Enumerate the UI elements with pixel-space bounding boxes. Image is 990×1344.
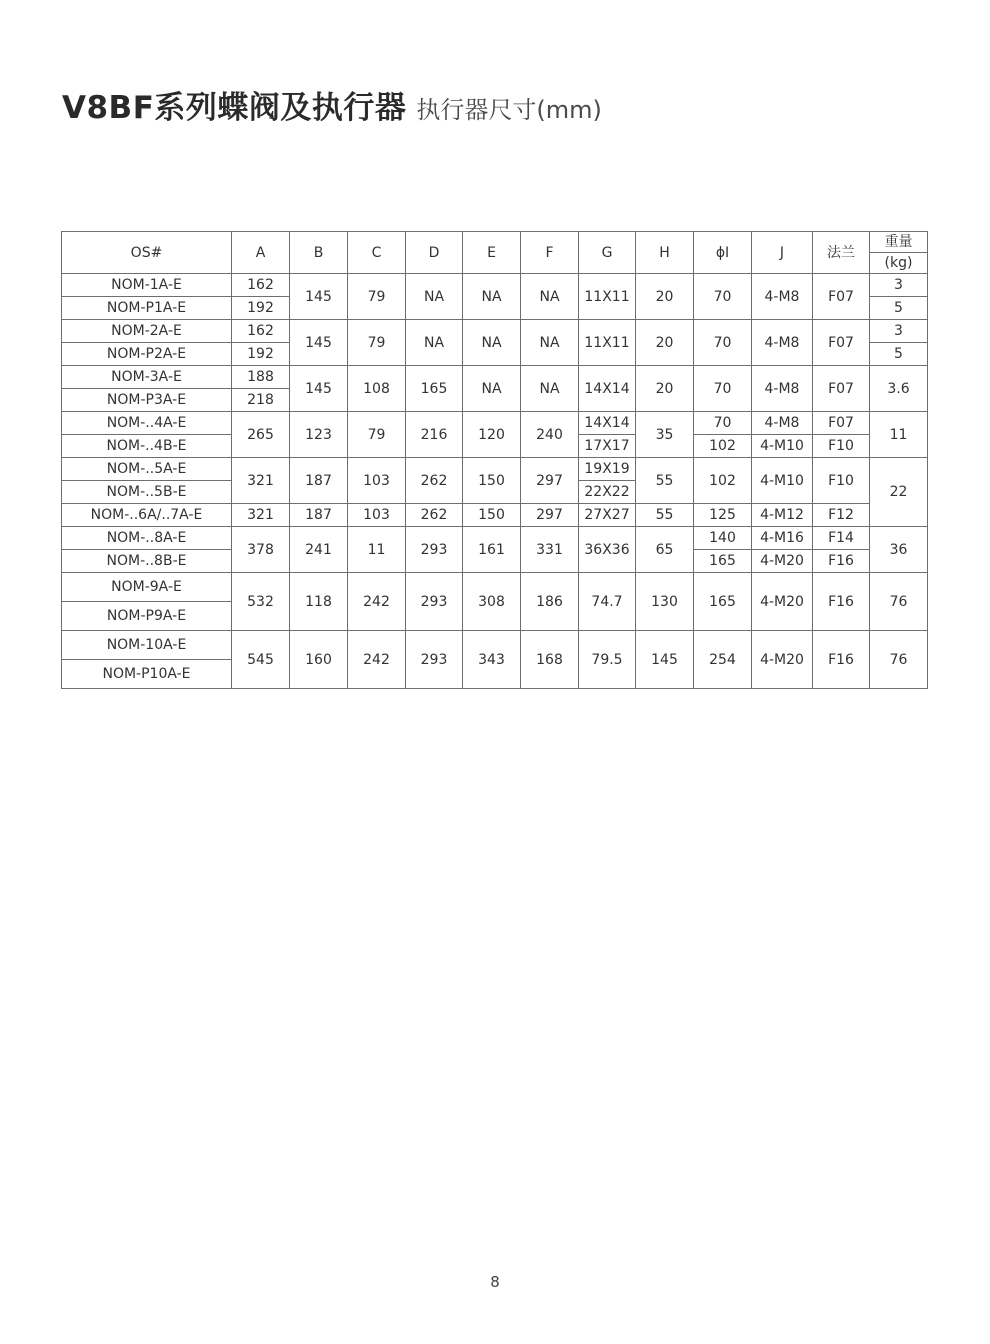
header-phi: ϕI bbox=[694, 232, 752, 274]
page-title-main: V8BF系列蝶阀及执行器 bbox=[62, 90, 407, 126]
cell-os: NOM-2A-E bbox=[62, 320, 232, 343]
cell-b: 145 bbox=[290, 366, 348, 412]
table-header-row bbox=[62, 232, 928, 253]
cell-f: 168 bbox=[521, 631, 579, 689]
cell-os: NOM-..6A/..7A-E bbox=[62, 504, 232, 527]
cell-j: 4-M10 bbox=[752, 458, 813, 504]
cell-b: 145 bbox=[290, 274, 348, 320]
cell-phi: 102 bbox=[694, 458, 752, 504]
cell-os: NOM-10A-E bbox=[62, 631, 232, 660]
cell-f: 240 bbox=[521, 412, 579, 458]
header-weight: 重量 bbox=[870, 232, 928, 253]
cell-phi: 70 bbox=[694, 366, 752, 412]
cell-phi: 165 bbox=[694, 550, 752, 573]
cell-h: 55 bbox=[636, 504, 694, 527]
cell-h: 35 bbox=[636, 412, 694, 458]
cell-phi: 254 bbox=[694, 631, 752, 689]
cell-weight: 22 bbox=[870, 458, 928, 527]
cell-os: NOM-..8B-E bbox=[62, 550, 232, 573]
page-title bbox=[62, 82, 602, 127]
cell-os: NOM-1A-E bbox=[62, 274, 232, 297]
cell-b: 123 bbox=[290, 412, 348, 458]
cell-h: 20 bbox=[636, 320, 694, 366]
table-row bbox=[62, 412, 928, 435]
cell-os: NOM-P2A-E bbox=[62, 343, 232, 366]
cell-g: 74.7 bbox=[579, 573, 636, 631]
cell-weight: 36 bbox=[870, 527, 928, 573]
table-row bbox=[62, 320, 928, 343]
cell-weight: 3.6 bbox=[870, 366, 928, 412]
cell-a: 321 bbox=[232, 458, 290, 504]
cell-e: 150 bbox=[463, 458, 521, 504]
cell-j: 4-M8 bbox=[752, 274, 813, 320]
cell-a: 192 bbox=[232, 297, 290, 320]
cell-a: 265 bbox=[232, 412, 290, 458]
cell-b: 160 bbox=[290, 631, 348, 689]
cell-h: 145 bbox=[636, 631, 694, 689]
actuator-dimension-table bbox=[61, 231, 928, 689]
cell-phi: 102 bbox=[694, 435, 752, 458]
cell-g: 36X36 bbox=[579, 527, 636, 573]
cell-j: 4-M20 bbox=[752, 573, 813, 631]
cell-weight: 76 bbox=[870, 573, 928, 631]
cell-f: 297 bbox=[521, 504, 579, 527]
cell-a: 162 bbox=[232, 274, 290, 297]
cell-g: 79.5 bbox=[579, 631, 636, 689]
cell-g: 17X17 bbox=[579, 435, 636, 458]
cell-a: 321 bbox=[232, 504, 290, 527]
cell-weight: 11 bbox=[870, 412, 928, 458]
cell-g: 22X22 bbox=[579, 481, 636, 504]
header-c: C bbox=[348, 232, 406, 274]
cell-b: 118 bbox=[290, 573, 348, 631]
cell-d: 293 bbox=[406, 573, 463, 631]
cell-g: 14X14 bbox=[579, 412, 636, 435]
table-row bbox=[62, 631, 928, 660]
cell-c: 108 bbox=[348, 366, 406, 412]
cell-phi: 70 bbox=[694, 274, 752, 320]
cell-e: 161 bbox=[463, 527, 521, 573]
cell-h: 130 bbox=[636, 573, 694, 631]
cell-j: 4-M8 bbox=[752, 412, 813, 435]
cell-flange: F10 bbox=[813, 458, 870, 504]
cell-phi: 125 bbox=[694, 504, 752, 527]
cell-g: 11X11 bbox=[579, 320, 636, 366]
cell-e: NA bbox=[463, 366, 521, 412]
table-row bbox=[62, 504, 928, 527]
cell-c: 103 bbox=[348, 458, 406, 504]
header-j: J bbox=[752, 232, 813, 274]
cell-g: 14X14 bbox=[579, 366, 636, 412]
header-h: H bbox=[636, 232, 694, 274]
cell-os: NOM-3A-E bbox=[62, 366, 232, 389]
cell-c: 242 bbox=[348, 631, 406, 689]
cell-flange: F12 bbox=[813, 504, 870, 527]
cell-os: NOM-..4B-E bbox=[62, 435, 232, 458]
cell-j: 4-M12 bbox=[752, 504, 813, 527]
cell-flange: F07 bbox=[813, 320, 870, 366]
cell-b: 187 bbox=[290, 458, 348, 504]
cell-a: 532 bbox=[232, 573, 290, 631]
cell-a: 188 bbox=[232, 366, 290, 389]
cell-c: 242 bbox=[348, 573, 406, 631]
cell-flange: F16 bbox=[813, 550, 870, 573]
cell-a: 218 bbox=[232, 389, 290, 412]
cell-d: 165 bbox=[406, 366, 463, 412]
cell-d: NA bbox=[406, 274, 463, 320]
cell-d: 262 bbox=[406, 458, 463, 504]
cell-c: 79 bbox=[348, 320, 406, 366]
cell-flange: F07 bbox=[813, 412, 870, 435]
cell-c: 11 bbox=[348, 527, 406, 573]
header-a: A bbox=[232, 232, 290, 274]
header-d: D bbox=[406, 232, 463, 274]
cell-phi: 70 bbox=[694, 412, 752, 435]
header-f: F bbox=[521, 232, 579, 274]
cell-f: NA bbox=[521, 274, 579, 320]
cell-e: NA bbox=[463, 320, 521, 366]
cell-f: 331 bbox=[521, 527, 579, 573]
cell-os: NOM-P10A-E bbox=[62, 660, 232, 689]
cell-d: NA bbox=[406, 320, 463, 366]
cell-b: 145 bbox=[290, 320, 348, 366]
header-weight-unit: (kg) bbox=[870, 253, 928, 274]
cell-b: 241 bbox=[290, 527, 348, 573]
cell-os: NOM-..5B-E bbox=[62, 481, 232, 504]
cell-a: 162 bbox=[232, 320, 290, 343]
cell-j: 4-M10 bbox=[752, 435, 813, 458]
header-g: G bbox=[579, 232, 636, 274]
cell-weight: 3 bbox=[870, 320, 928, 343]
cell-j: 4-M20 bbox=[752, 550, 813, 573]
cell-c: 103 bbox=[348, 504, 406, 527]
page-number: 8 bbox=[490, 1273, 500, 1291]
cell-h: 55 bbox=[636, 458, 694, 504]
cell-a: 545 bbox=[232, 631, 290, 689]
cell-e: 308 bbox=[463, 573, 521, 631]
header-os: OS# bbox=[62, 232, 232, 274]
cell-c: 79 bbox=[348, 274, 406, 320]
cell-h: 65 bbox=[636, 527, 694, 573]
table-row bbox=[62, 366, 928, 389]
cell-d: 293 bbox=[406, 527, 463, 573]
cell-h: 20 bbox=[636, 274, 694, 320]
table-row bbox=[62, 573, 928, 602]
cell-g: 19X19 bbox=[579, 458, 636, 481]
cell-os: NOM-P3A-E bbox=[62, 389, 232, 412]
cell-weight: 5 bbox=[870, 297, 928, 320]
cell-flange: F10 bbox=[813, 435, 870, 458]
cell-weight: 3 bbox=[870, 274, 928, 297]
cell-f: 186 bbox=[521, 573, 579, 631]
cell-flange: F16 bbox=[813, 573, 870, 631]
header-b: B bbox=[290, 232, 348, 274]
cell-os: NOM-9A-E bbox=[62, 573, 232, 602]
cell-b: 187 bbox=[290, 504, 348, 527]
cell-weight: 5 bbox=[870, 343, 928, 366]
cell-phi: 70 bbox=[694, 320, 752, 366]
cell-a: 192 bbox=[232, 343, 290, 366]
cell-a: 378 bbox=[232, 527, 290, 573]
cell-phi: 165 bbox=[694, 573, 752, 631]
table-row bbox=[62, 458, 928, 481]
cell-d: 216 bbox=[406, 412, 463, 458]
cell-j: 4-M16 bbox=[752, 527, 813, 550]
cell-g: 11X11 bbox=[579, 274, 636, 320]
table-row bbox=[62, 527, 928, 550]
cell-j: 4-M8 bbox=[752, 320, 813, 366]
cell-os: NOM-P9A-E bbox=[62, 602, 232, 631]
cell-flange: F14 bbox=[813, 527, 870, 550]
cell-os: NOM-..8A-E bbox=[62, 527, 232, 550]
header-e: E bbox=[463, 232, 521, 274]
cell-g: 27X27 bbox=[579, 504, 636, 527]
cell-weight: 76 bbox=[870, 631, 928, 689]
cell-phi: 140 bbox=[694, 527, 752, 550]
cell-j: 4-M20 bbox=[752, 631, 813, 689]
cell-flange: F07 bbox=[813, 274, 870, 320]
cell-f: NA bbox=[521, 320, 579, 366]
cell-h: 20 bbox=[636, 366, 694, 412]
cell-c: 79 bbox=[348, 412, 406, 458]
cell-d: 262 bbox=[406, 504, 463, 527]
cell-e: 150 bbox=[463, 504, 521, 527]
cell-e: 120 bbox=[463, 412, 521, 458]
page-title-sub: 执行器尺寸(mm) bbox=[416, 96, 602, 124]
cell-os: NOM-..5A-E bbox=[62, 458, 232, 481]
cell-e: 343 bbox=[463, 631, 521, 689]
cell-e: NA bbox=[463, 274, 521, 320]
cell-os: NOM-P1A-E bbox=[62, 297, 232, 320]
cell-d: 293 bbox=[406, 631, 463, 689]
cell-flange: F07 bbox=[813, 366, 870, 412]
table-row bbox=[62, 274, 928, 297]
header-flange: 法兰 bbox=[813, 232, 870, 274]
cell-f: 297 bbox=[521, 458, 579, 504]
cell-flange: F16 bbox=[813, 631, 870, 689]
cell-os: NOM-..4A-E bbox=[62, 412, 232, 435]
cell-j: 4-M8 bbox=[752, 366, 813, 412]
cell-f: NA bbox=[521, 366, 579, 412]
